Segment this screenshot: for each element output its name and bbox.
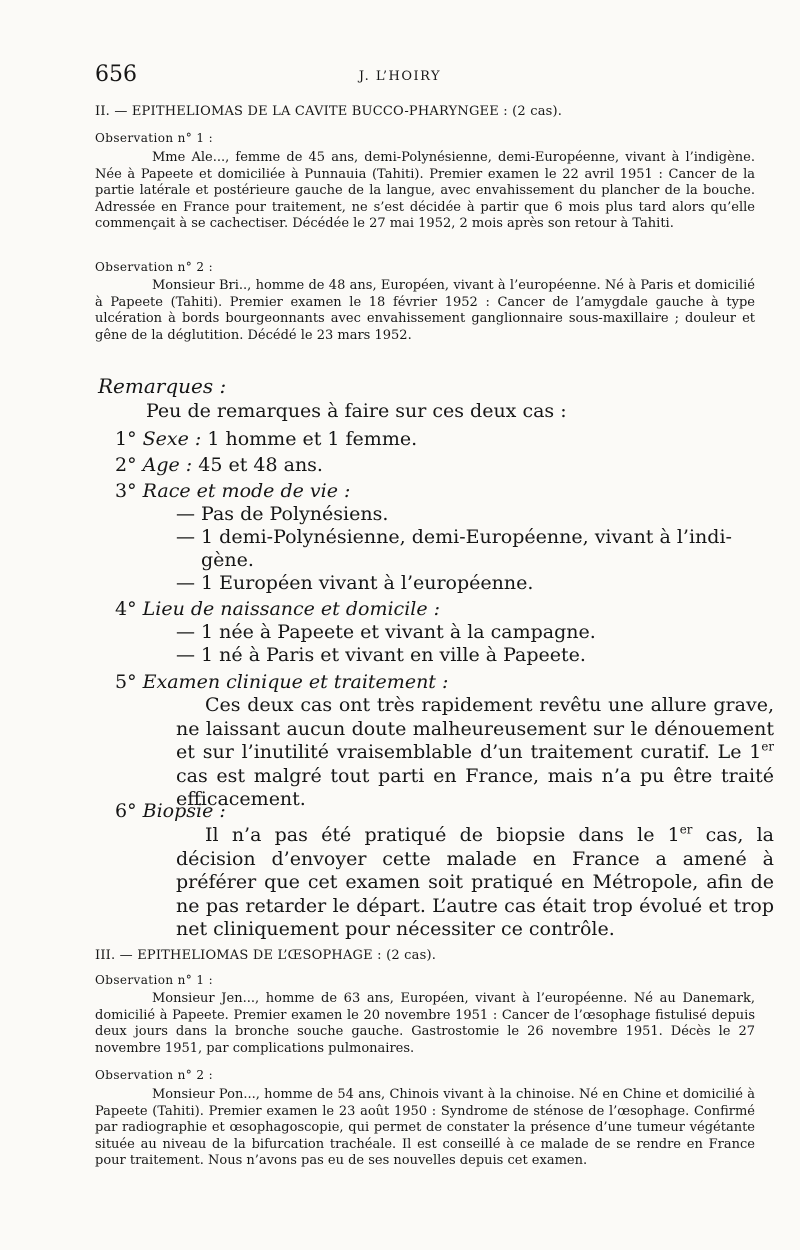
- remark-item-1: [115, 428, 417, 452]
- remark-item-4-label: Lieu de naissance et domicile :: [142, 598, 441, 620]
- remark-item-1-number: 1°: [115, 428, 137, 450]
- remark-item-3-line-1: — Pas de Polynésiens.: [176, 503, 389, 525]
- remark-item-5: [115, 671, 448, 695]
- remark-item-6-label: Biopsie :: [142, 800, 226, 822]
- remark-item-3-line-3: — 1 Européen vivant à l’européenne.: [176, 572, 534, 594]
- remark-item-1-text: 1 homme et 1 femme.: [207, 428, 418, 450]
- remark-item-3-label: Race et mode de vie :: [142, 480, 351, 502]
- remark-item-4-number: 4°: [115, 598, 137, 620]
- running-head: J. L’HOIRY: [358, 69, 442, 84]
- section-2-obs-1-text: Mme Ale..., femme de 45 ans, demi-Polynésienne, demi-Européenne, vivant à l’indigène. Née à Papeete et domiciliée à Punnauia (Tahiti). Premier examen le 22 avril 1951 : Cancer de la partie latérale et postérieure gauche de la langue, avec envahissement du plancher de la bouche. Adressée en France pour traitement, ne s’est décidée à partir que 6 mois plus tard alors qu’elle commençait à se cachectiser. Décédée le 27 mai 1952, 2 mois après son retour à Tahiti.: [95, 150, 755, 232]
- remark-item-5-text-b: cas est malgré tout parti en France, mais n’a pu être traité efficacement.: [176, 764, 774, 810]
- section-3-obs-1-label: Observation n° 1 :: [95, 973, 214, 987]
- remark-item-4: [115, 598, 440, 622]
- remark-item-2: [115, 454, 323, 478]
- remark-item-6-superscript: er: [679, 822, 693, 837]
- remark-item-5-text: [176, 694, 774, 812]
- remark-item-4-line-1: — 1 née à Papeete et vivant à la campagne.: [176, 621, 596, 643]
- remark-item-6-text: [176, 824, 774, 942]
- remark-item-3-line-2b: gène.: [201, 549, 254, 571]
- section-3-obs-1-text: Monsieur Jen..., homme de 63 ans, Européen, vivant à l’européenne. Né au Danemark, domicilié à Papeete. Premier examen le 20 novembre 1951 : Cancer de l’œsophage fistulisé depuis deux jours dans la bronche souche gauche. Gastrostomie le 26 novembre 1951. Décès le 27 novembre 1951, par complications pulmonaires.: [95, 991, 755, 1056]
- remark-item-2-number: 2°: [115, 454, 137, 476]
- remark-item-5-superscript: er: [761, 739, 774, 754]
- remark-item-3-line-2a: — 1 demi-Polynésienne, demi-Européenne, vivant à l’indi-: [176, 526, 732, 548]
- remark-item-2-label: Age :: [142, 454, 193, 476]
- remark-item-5-number: 5°: [115, 671, 137, 693]
- section-3-title: III. — EPITHELIOMAS DE L’ŒSOPHAGE : (2 cas).: [95, 948, 437, 963]
- section-2-obs-2-text: Monsieur Bri.., homme de 48 ans, Européen, vivant à l’européenne. Né à Paris et domicilié à Papeete (Tahiti). Premier examen le 18 février 1952 : Cancer de l’amygdale gauche à type ulcération à bords bourgeonnants avec envahissement ganglionnaire sous-maxillaire ; douleur et gêne de la déglutition. Décédé le 23 mars 1952.: [95, 278, 755, 343]
- remarks-intro: Peu de remarques à faire sur ces deux cas :: [146, 400, 567, 422]
- remark-item-2-text: 45 et 48 ans.: [198, 454, 323, 476]
- remark-item-6-text-a: Il n’a pas été pratiqué de biopsie dans le 1: [205, 824, 680, 846]
- remark-item-1-label: Sexe :: [142, 428, 202, 450]
- page-number: 656: [95, 62, 137, 87]
- remark-item-3-number: 3°: [115, 480, 137, 502]
- section-3-obs-2-text: Monsieur Pon..., homme de 54 ans, Chinois vivant à la chinoise. Né en Chine et domicilié à Papeete (Tahiti). Premier examen le 23 août 1950 : Syndrome de sténose de l’œsophage. Confirmé par radiographie et œsophagoscopie, qui permet de constater la présence d’une tumeur végétante située au niveau de la bifurcation trachéale. Il est conseillé à ce malade de se rendre en France pour traitement. Nous n’avons pas eu de ses nouvelles depuis cet examen.: [95, 1087, 755, 1169]
- section-2-obs-1-label: Observation n° 1 :: [95, 131, 214, 145]
- remark-item-6: [115, 800, 226, 824]
- remark-item-6-number: 6°: [115, 800, 137, 822]
- remark-item-5-label: Examen clinique et traitement :: [142, 671, 449, 693]
- remarks-heading: Remarques :: [98, 374, 227, 398]
- remark-item-5-text-a: Ces deux cas ont très rapidement revêtu une allure grave, ne laissant aucun doute malheureusement sur le dénouement et sur l’inutilité vraisemblable d’un traitement curatif. Le 1: [176, 694, 774, 763]
- section-2-obs-2-label: Observation n° 2 :: [95, 260, 214, 274]
- remark-item-4-line-2: — 1 né à Paris et vivant en ville à Papeete.: [176, 644, 586, 666]
- section-2-title: II. — EPITHELIOMAS DE LA CAVITE BUCCO-PHARYNGEE : (2 cas).: [95, 104, 563, 119]
- remark-item-3: [115, 480, 350, 504]
- section-3-obs-2-label: Observation n° 2 :: [95, 1068, 214, 1082]
- remark-item-6-text-b: cas, la décision d’envoyer cette malade en France a amené à préférer que cet examen soit pratiqué en Métropole, afin de ne pas retarder le départ. L’autre cas était trop évolué et trop net cliniquement pour nécessiter ce contrôle.: [176, 824, 775, 940]
